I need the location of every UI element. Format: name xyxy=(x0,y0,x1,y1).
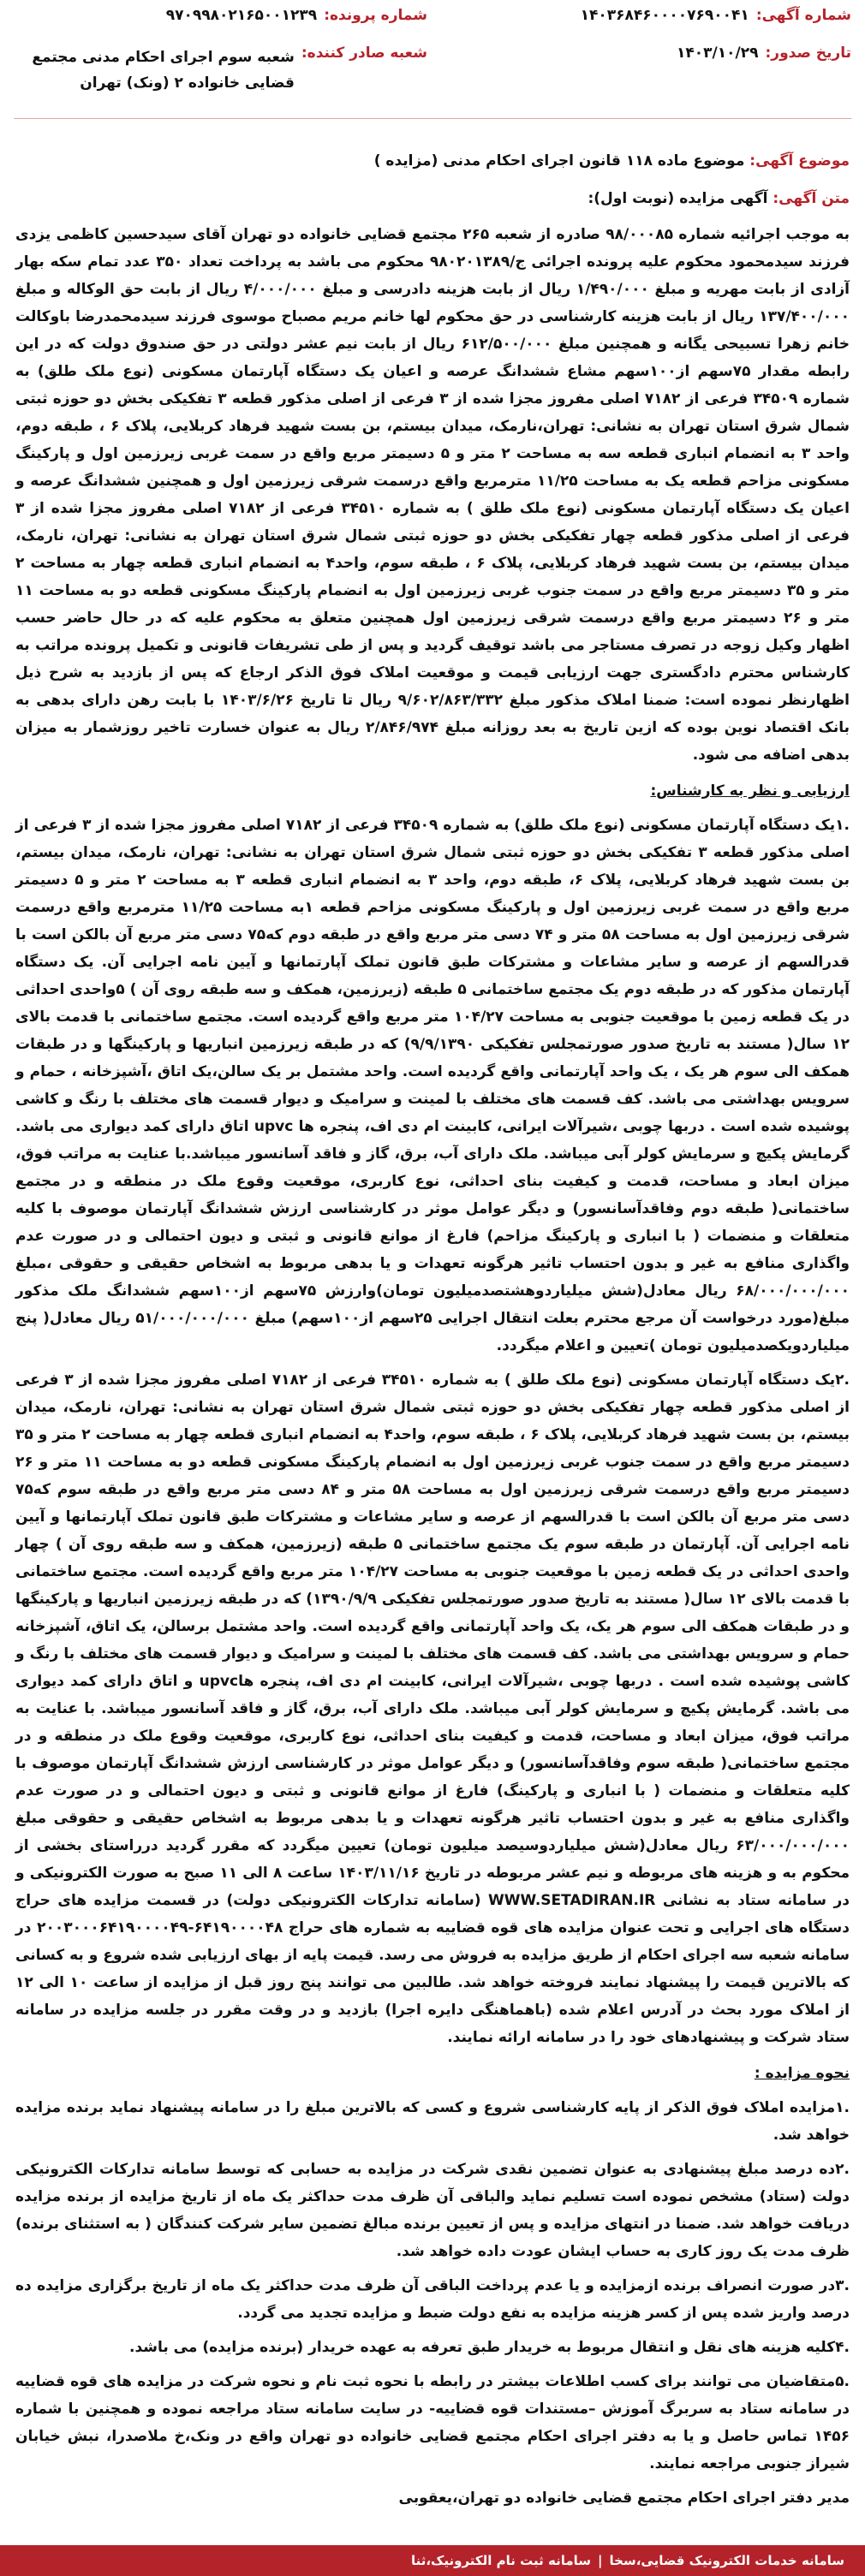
notice-body xyxy=(15,221,850,2512)
notice-number: ۱۴۰۳۶۸۴۶۰۰۰۰۷۶۹۰۰۴۱ xyxy=(580,7,749,24)
issue-date: ۱۴۰۳/۱۰/۲۹ xyxy=(677,45,759,62)
footer-divider: | xyxy=(598,2553,603,2568)
issuer-row xyxy=(16,45,427,96)
evaluation-heading: ارزیابی و نظر به کارشناس: xyxy=(650,782,850,800)
issue-date-row xyxy=(677,45,851,62)
signature: مدیر دفتر اجرای احکام مجتمع قضایی خانواده دو تهران،یعقوبی xyxy=(398,2490,850,2507)
footer-link-sana[interactable]: سامانه ثبت نام الکترونیک،ثنا xyxy=(410,2553,592,2568)
body-title-label: متن آگهی: xyxy=(773,190,850,207)
footer-link-sakha[interactable]: سامانه خدمات الکترونیک قضایی،سخا xyxy=(609,2553,844,2568)
notice-meta xyxy=(14,7,851,110)
subject-label: موضوع آگهی: xyxy=(749,152,850,170)
auction-rule-2: .۲ده درصد مبلغ پیشنهادی به عنوان تضمین نقدی شرکت در مزایده به حسابی که توسط سامانه تدارکات الکترونیکی دولت (ستاد) مشخص نموده است تسلیم نماید والباقی آن ظرف مدت حداکثر یک ماه از تاریخ مزایده از برنده مزایده دریافت خواهد شد. ضمنا در انتهای مزایده و پس از تعیین برنده مبالغ تضمین سایر شرکت کنندگان ( به استثنای برنده) ظرف مدت یک روز کاری به حساب ایشان عودت داده خواهد شد. xyxy=(15,2161,850,2260)
footer-bar xyxy=(0,2545,865,2576)
issuer: شعبه سوم اجرای احکام مدنی مجتمع قضایی خانواده ۲ (ونک) تهران xyxy=(32,49,295,92)
notice-number-label: شماره آگهی: xyxy=(755,7,851,24)
body-title-value: آگهی مزایده (نوبت اول): xyxy=(588,190,768,207)
subject-row xyxy=(374,152,850,170)
subject-value: موضوع ماده ۱۱۸ قانون اجرای احکام مدنی (مزایده ) xyxy=(373,152,745,170)
notice-number-row xyxy=(581,7,851,24)
issuer-label: شعبه صادر کننده: xyxy=(301,45,427,62)
evaluation-item-2: .۲یک دستگاه آپارتمان مسکونی (نوع ملک طلق ) به شماره ۳۴۵۱۰ فرعی از ۷۱۸۲ اصلی مفروز مجزا شده از ۳ فرعی از اصلی مذکور قطعه چهار تفکیکی بخش دو حوزه ثبتی شمال شرق استان تهران به نشانی: تهران، نارمک، میدان بیستم، بن بست شهید فرهاد کربلایی، پلاک ۶ ، طبقه سوم، واحد۴ به انضمام انباری قطعه چهار به مساحت ۲ متر و ۳۵ دسیمتر مربع واقع در سمت جنوب غربی زیرزمین اول به انضمام پارکینگ مسکونی قطعه دو به مساحت ۱۱ متر و ۲۶ دسیمتر مربع واقع درسمت شرقی زیرزمین اول به مساحت ۵۸ متر و ۸۴ دسی متر مربع واقع در طبقه سوم که۷۵ دسی متر مربع آن بالکن است با قدرالسهم از عرصه و سایر مشاعات و مشترکات طبق قانون تملک آپارتمانها و آیین نامه اجرایی آن. آپارتمان در طبقه سوم یک مجتمع ساختمانی ۵ طبقه (زیرزمین، همکف و سه طبقه روی آن ) چهار واحدی احداثی در یک قطعه زمین با موقعیت جنوبی به مساحت ۱۰۴/۲۷ متر مربع واقع گردیده است. مجتمع ساختمانی با قدمت بالای ۱۲ سال( مستند به تاریخ صدور صورتمجلس تفکیکی ۱۳۹۰/۹/۹) که در طبقه زیرزمین انباریها و پارکینگها و در طبقات همکف الی سوم هر یک، یک واحد آپارتمانی واقع گردیده است. واحد مشتمل برسالن، یک اتاق، آشپزخانه حمام و سرویس بهداشتی می باشد. کف قسمت های مختلف با لمینت و سرامیک و دیوار قسمت های مختلف با رنگ و کاشی پوشیده شده است . دربها چوبی ،شیرآلات ایرانی، کابینت ام دی اف، پنجره هاupvc و اتاق دارای کمد دیواری می باشد. گرمایش پکیچ و سرمایش کولر آبی میباشد. ملک دارای آب، برق، گاز و فاقد آسانسور میباشد. با عنایت به مراتب فوق، میزان ابعاد و مساحت، قدمت و کیفیت بنای احداثی، نوع کاربری، موقعیت وقوع ملک در منطقه و در مجتمع ساختمانی( طبقه سوم وفاقدآسانسور) و دیگر عوامل موثر در کارشناسی ارزش ششدانگ آپارتمان موصوف با کلیه متعلقات و منضمات ( با انباری و پارکینگ) فارغ از موانع قانونی و ثبتی و دیون احتمالی و در صورت عدم واگذاری منافع به غیر و بدون احتساب تاثیر هرگونه تعهدات و یا بدهی مربوط به اشخاص حقیقی و حقوقی مبلغ ۶۳/۰۰۰/۰۰۰/۰۰۰ ریال معادل(شش میلیاردوسیصد میلیون تومان) تعیین میگردد که مقرر گردید درراستای بخشی از محکوم به و هزینه های مربوطه و نیم عشر مربوطه در تاریخ ۱۴۰۳/۱۱/۱۶ ساعت ۸ الی ۱۱ صبح به صورت الکترونیکی و در سامانه ستاد به نشانی WWW.SETADIRAN.IR (سامانه تدارکات الکترونیکی دولت) در قسمت مزایده های حراج دستگاه های اجرایی و تحت عنوان مزایده های قوه قضاییه به شماره های حراج ۶۴۱۹۰۰۰۰۴۸-۲۰۰۳۰۰۰۶۴۱۹۰۰۰۰۴۹ در سامانه شعبه سه اجرای احکام از طریق مزایده به فروش می رسد. قیمت پایه از بهای ارزیابی شده شروع و به کسانی که بالاترین قیمت را پیشنهاد نمایند فروخته خواهد شد. طالبین می توانند پنج روز قبل از مزایده از ساعت ۱۰ الی ۱۲ از املاک مورد بحث در آدرس اعلام شده (باهماهنگی دایره اجرا) بازدید و در وقت مقرر در جلسه مزایده در سامانه ستاد شرکت و پیشنهادهای خود را در سامانه ارائه نمایند. xyxy=(15,1371,850,2046)
auction-rule-1: .۱مزایده املاک فوق الذکر از پایه کارشناسی شروع و کسی که بالاترین مبلغ را در سامانه پیشنهاد نماید برنده مزایده خواهد شد. xyxy=(15,2099,850,2144)
auction-rule-5: .۵متقاضیان می توانند برای کسب اطلاعات بیشتر در رابطه با نحوه ثبت نام و نحوه شرکت در مزایده های قوه قضاییه در سامانه ستاد به سربرگ آموزش –مستندات قوه قضاییه- در سایت سامانه ستاد مراجعه نموده و همچنین با شماره ۱۴۵۶ تماس حاصل و یا به دفتر اجرای احکام مجتمع قضایی خانواده دو تهران واقع در ونک،خ ملاصدرا، نبش خیابان شیراز جنوبی مراجعه نمایند. xyxy=(15,2373,850,2472)
evaluation-item-1: .۱یک دستگاه آپارتمان مسکونی (نوع ملک طلق) به شماره ۳۴۵۰۹ فرعی از ۷۱۸۲ اصلی مفروز مجزا شده از ۳ فرعی از اصلی مذکور قطعه ۳ تفکیکی بخش دو حوزه ثبتی شمال شرق استان تهران به نشانی: تهران، نارمک، میدان بیستم، بن بست شهید فرهاد کربلایی، پلاک ۶، طبقه دوم، واحد ۳ به انضمام انباری قطعه ۳ به مساحت ۲ متر و ۵ دسیمتر مربع واقع در سمت غربی زیرزمین اول و پارکینگ مسکونی مزاحم قطعه ۱به مساحت ۱۱/۲۵ مترمربع واقع درسمت شرقی زیرزمین اول به مساحت ۵۸ متر و ۷۴ دسی متر مربع واقع در طبقه دوم که۷۵ دسی متر مربع آن بالکن است با قدرالسهم از عرصه و سایر مشاعات و مشترکات طبق قانون تملک آپارتمانها و آیین نامه اجرایی آن. یک دستگاه آپارتمان مذکور که در طبقه دوم یک مجتمع ساختمانی ۵ طبقه (زیرزمین، همکف و سه طبقه روی آن ) ۵واحدی احداثی در یک قطعه زمین با موقعیت جنوبی به مساحت ۱۰۴/۲۷ متر مربع واقع گردیده است. مجتمع ساختمانی با قدمت بالای ۱۲ سال( مستند به تاریخ صدور صورتمجلس تفکیکی ۹/۹/۱۳۹۰) که در طبقه زیرزمین انباریها و پارکینگها و در طبقات همکف الی سوم هر یک ، یک واحد آپارتمانی واقع گردیده است. واحد مشتمل بر یک سالن،یک اتاق ،آشپزخانه ، حمام و سرویس بهداشتی می باشد. کف قسمت های مختلف با لمینت و سرامیک و دیوار قسمت های مختلف با رنگ و کاشی پوشیده شده است . دربها چوبی ،شیرآلات ایرانی، کابینت ام دی اف، پنجره ها upvc اتاق دارای کمد دیواری می باشد. گرمایش پکیچ و سرمایش کولر آبی میباشد. ملک دارای آب، برق، گاز و فاقد آسانسور میباشد.با عنایت به مراتب فوق، میزان ابعاد و مساحت، قدمت و کیفیت بنای احداثی، نوع کاربری، موقعیت وقوع ملک در منطقه و در مجتمع ساختمانی( طبقه دوم وفاقدآسانسور) و دیگر عوامل موثر در کارشناسی ارزش ششدانگ آپارتمان موصوف با کلیه متعلقات و منضمات ( با انباری و پارکینگ مزاحم) فارغ از موانع قانونی و ثبتی و دیون احتمالی و در صورت عدم واگذاری منافع به غیر و بدون احتساب تاثیر هرگونه تعهدات و یا بدهی مربوط به اشخاص حقیقی و حقوقی ،مبلغ ۶۸/۰۰۰/۰۰۰/۰۰۰ ریال معادل(شش میلیاردوهشتصدمیلیون تومان)وارزش ۷۵سهم از۱۰۰سهم ششدانگ ملک مذکور مبلغ(مورد درخواست آن مرجع محترم بعلت انتقال اجرایی ۲۵سهم از۱۰۰سهم) مبلغ ۵۱/۰۰۰/۰۰۰/۰۰۰ ریال معادل( پنج میلیاردویکصدمیلیون تومان )تعیین و اعلام میگردد. xyxy=(15,817,850,1354)
body-title-row xyxy=(588,190,850,207)
auction-rule-4: .۴کلیه هزینه های نقل و انتقال مربوط به خریدار طبق تعرفه به عهده خریدار (برنده مزایده) می باشد. xyxy=(129,2339,850,2356)
case-number: ۹۷۰۹۹۸۰۲۱۶۵۰۰۱۲۳۹ xyxy=(165,7,318,24)
issue-date-label: تاریخ صدور: xyxy=(765,45,851,62)
header-divider xyxy=(14,118,851,119)
auction-method-heading: نحوه مزایده : xyxy=(754,2065,850,2082)
intro-paragraph: به موجب اجرائیه شماره ۹۸/۰۰۰۸۵ صادره از شعبه ۲۶۵ مجتمع قضایی خانواده دو تهران آقای سیدحسین کاظمی یزدی فرزند سیدمحمود محکوم علیه پرونده اجرائی ج/۹۸۰۲۰۱۳۸۹ محکوم می باشد به پرداخت تعداد ۳۵۰ عدد تمام سکه بهار آزادی از بابت مهریه و مبلغ ۱/۴۹۰/۰۰۰ ریال از بابت هزینه دادرسی و مبلغ ۴/۰۰۰/۰۰۰ ریال از بابت حق الوکاله و مبلغ ۱۳۷/۴۰۰/۰۰۰ ریال از بابت هزینه کارشناسی در حق محکوم لها خانم مریم مصباح موسوی فرزند سیدمحمدرضا باوکالت خانم زهرا تسبیحی یگانه و همچنین مبلغ ۶۱۲/۵۰۰/۰۰۰ ریال از بابت نیم عشر دولتی در حق صندوق دولت که در این رابطه مقدار ۷۵سهم از۱۰۰سهم مشاع ششدانگ عرصه و اعیان یک دستگاه آپارتمان مسکونی (نوع ملک طلق) به شماره ۳۴۵۰۹ فرعی از ۷۱۸۲ اصلی مفروز مجزا شده از ۳ فرعی از اصلی مذکور قطعه ۳ تفکیکی بخش دو حوزه ثبتی شمال شرق استان تهران به نشانی: تهران،نارمک، میدان بیستم، بن بست شهید فرهاد کربلایی، پلاک ۶ ، طبقه دوم، واحد ۳ به انضمام انباری قطعه سه به مساحت ۲ متر و ۵ دسیمتر مربع واقع در سمت غربی زیرزمین اول و پارکینگ مسکونی مزاحم قطعه یک به مساحت ۱۱/۲۵ مترمربع واقع درسمت شرقی زیرزمین اول و همچنین ششدانگ عرصه و اعیان یک دستگاه آپارتمان مسکونی (نوع ملک طلق ) به شماره ۳۴۵۱۰ فرعی از ۷۱۸۲ اصلی مفروز مجزا شده از ۳ فرعی از اصلی مذکور قطعه چهار تفکیکی بخش دو حوزه ثبتی شمال شرق استان تهران به نشانی: تهران، نارمک، میدان بیستم، بن بست شهید فرهاد کربلایی، پلاک ۶ ، طبقه سوم، واحد۴ به انضمام انباری قطعه چهار به مساحت ۲ متر و ۳۵ دسیمتر مربع واقع در سمت جنوب غربی زیرزمین اول به انضمام پارکینگ مسکونی قطعه دو به مساحت ۱۱ متر و ۲۶ دسیمتر مربع واقع درسمت شرقی زیرزمین اول همچنین متعلق به محکوم علیه که در حال حاضر حسب اظهار وکیل زوجه در تصرف مستاجر می باشد توقیف گردید و پس از طی تشریفات قانونی و تکمیل پرونده مراتب به کارشناس محترم دادگستری جهت ارزیابی قیمت و موقعیت املاک فوق الذکر ارجاع که پس از بازدید به شرح ذیل اظهارنظر نموده است: ضمنا املاک مذکور مبلغ ۹/۶۰۲/۸۶۳/۳۳۲ ریال تا تاریخ ۱۴۰۳/۶/۲۶ با بابت رهن دارای بدهی به بانک اقتصاد نوین بوده که ازین تاریخ به بعد روزانه مبلغ ۲/۸۴۶/۹۷۴ ریال به عنوان خسارت تاخیر روزشمار به میزان بدهی اضافه می شود. xyxy=(15,226,850,764)
auction-rule-3: .۳در صورت انصراف برنده ازمزایده و یا عدم پرداخت الباقی آن ظرف مدت حداکثر یک ماه از تاریخ برگزاری مزایده ده درصد واریز شده پس از کسر هزینه مزایده به نفع دولت ضبط و مزایده تجدید می گردد. xyxy=(15,2277,850,2322)
case-number-label: شماره پرونده: xyxy=(324,7,427,24)
case-number-row xyxy=(166,7,427,24)
